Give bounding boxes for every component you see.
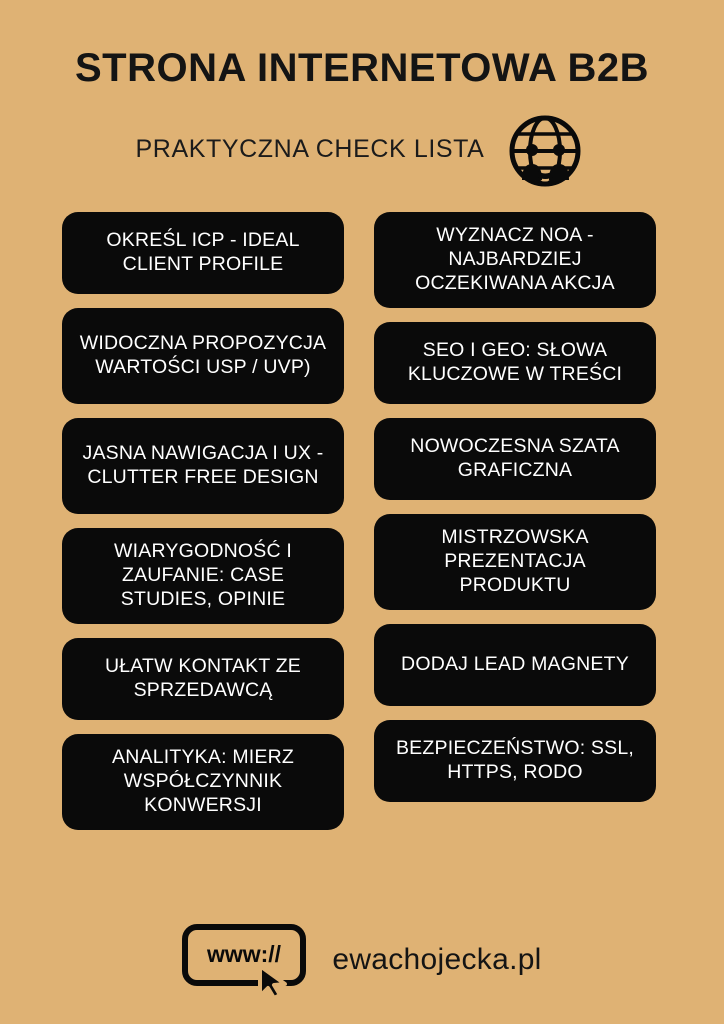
checklist-item[interactable] xyxy=(374,322,656,404)
checklist-item[interactable] xyxy=(62,528,344,624)
checklist-item[interactable] xyxy=(374,720,656,802)
checklist-item-label: ANALITYKA: MIERZ WSPÓŁCZYNNIK KONWERSJI xyxy=(112,746,294,816)
checklist-item[interactable] xyxy=(374,418,656,500)
checklist-item-label: MISTRZOWSKA PREZENTACJA PRODUKTU xyxy=(441,526,589,596)
checklist-item-label: JASNA NAWIGACJA I UX - CLUTTER FREE DESIGN xyxy=(82,442,324,488)
checklist-item[interactable] xyxy=(374,624,656,706)
checklist-item-label: OKREŚL ICP - IDEAL CLIENT PROFILE xyxy=(106,229,300,275)
checklist-item-label: SEO I GEO: SŁOWA KLUCZOWE W TREŚCI xyxy=(407,339,623,385)
checklist-left-column xyxy=(62,212,344,830)
checklist-item[interactable] xyxy=(62,212,344,294)
checklist-grid xyxy=(62,212,662,830)
checklist-right-column xyxy=(374,212,656,830)
poster-footer xyxy=(0,924,724,996)
page-title: STRONA INTERNETOWA B2B xyxy=(75,46,649,90)
subtitle-row xyxy=(0,112,724,186)
checklist-item[interactable] xyxy=(62,734,344,830)
browser-window-cursor-icon xyxy=(182,924,306,996)
page-subtitle: PRAKTYCZNA CHECK LISTA xyxy=(135,134,485,163)
checklist-item[interactable] xyxy=(62,638,344,720)
checklist-item[interactable] xyxy=(374,212,656,308)
checklist-item-label: NOWOCZESNA SZATA GRAFICZNA xyxy=(410,435,620,481)
checklist-item-label: WIARYGODNOŚĆ I ZAUFANIE: CASE STUDIES, OPINIE xyxy=(114,540,292,610)
poster-header xyxy=(0,0,724,186)
checklist-item-label: WYZNACZ NOA - NAJBARDZIEJ OCZEKIWANA AKCJA xyxy=(415,224,615,294)
checklist-item-label: BEZPIECZEŃSTWO: SSL, HTTPS, RODO xyxy=(395,737,635,783)
checklist-item[interactable] xyxy=(374,514,656,610)
svg-text:www://: www:// xyxy=(207,941,282,967)
checklist-item[interactable] xyxy=(62,418,344,514)
website-url: ewachojecka.pl xyxy=(332,943,542,976)
checklist-item-label: UŁATW KONTAKT ZE SPRZEDAWCĄ xyxy=(104,655,302,701)
globe-handshake-icon xyxy=(502,114,588,188)
checklist-item-label: DODAJ LEAD MAGNETY xyxy=(401,653,629,676)
checklist-item-label: WIDOCZNA PROPOZYCJA WARTOŚCI USP / UVP) xyxy=(79,332,327,378)
checklist-item[interactable] xyxy=(62,308,344,404)
